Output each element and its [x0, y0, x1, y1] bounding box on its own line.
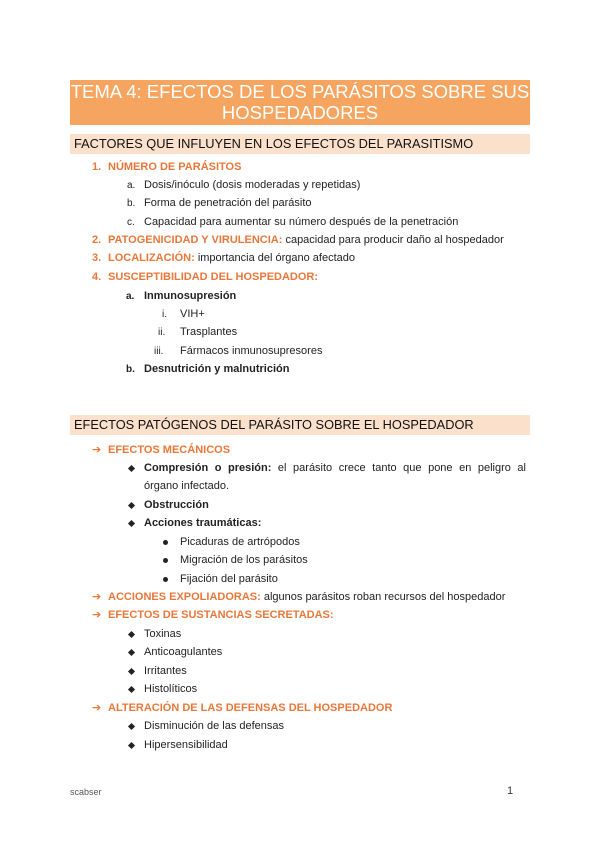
item-label: Compresión o presión: [144, 462, 272, 474]
list-marker: a. [127, 180, 136, 191]
diamond-bullet-icon [128, 465, 135, 472]
item-label-susceptibilidad: SUSCEPTIBILIDAD DEL HOSPEDADOR: [108, 271, 319, 283]
list-marker: a. [126, 291, 135, 302]
list-marker: b. [127, 198, 136, 209]
list-number: 2. [92, 234, 102, 246]
list-number: 4. [92, 271, 102, 283]
list-marker: iii. [154, 346, 164, 357]
arrow-right-icon: ➔ [92, 702, 102, 714]
item-text: importancia del órgano afectado [194, 252, 355, 264]
list-item: VIH+ [180, 308, 205, 320]
item-label-expoliadoras: ACCIONES EXPOLIADORAS: [108, 591, 261, 603]
diamond-bullet-icon [128, 649, 135, 656]
diamond-bullet-icon [128, 668, 135, 675]
list-marker: b. [126, 364, 135, 375]
list-item [144, 462, 526, 474]
list-item: Desnutrición y malnutrición [144, 363, 290, 375]
arrow-right-icon: ➔ [92, 444, 102, 456]
arrow-right-icon: ➔ [92, 591, 102, 603]
list-item: Inmunosupresión [144, 290, 237, 302]
bullet-icon [163, 558, 168, 563]
page-number: 1 [507, 785, 514, 797]
item-label-mecanicos: EFECTOS MECÁNICOS [108, 444, 231, 456]
footer-author: scabser [70, 787, 102, 797]
list-item: Obstrucción [144, 499, 209, 511]
list-item [108, 234, 504, 246]
list-item: Trasplantes [180, 326, 238, 338]
list-item: Capacidad para aumentar su número después de la penetración [144, 216, 459, 228]
list-marker: i. [162, 309, 167, 320]
diamond-bullet-icon [128, 520, 135, 527]
list-item [108, 591, 505, 603]
list-item: Disminución de las defensas [144, 720, 285, 732]
list-item: Irritantes [144, 665, 187, 677]
bullet-icon [163, 577, 168, 582]
list-marker: c. [127, 217, 135, 228]
list-item: Anticoagulantes [144, 646, 223, 658]
arrow-right-icon: ➔ [92, 609, 102, 621]
list-item [108, 252, 355, 264]
item-text: algunos parásitos roban recursos del hospedador [260, 591, 506, 603]
list-item: Dosis/inóculo (dosis moderadas y repetidas) [144, 179, 361, 191]
section-heading-efectos: EFECTOS PATÓGENOS DEL PARÁSITO SOBRE EL HOSPEDADOR [70, 415, 530, 435]
item-text: capacidad para producir daño al hospedador [282, 234, 504, 246]
list-item: Fijación del parásito [180, 573, 278, 585]
section-heading-factores: FACTORES QUE INFLUYEN EN LOS EFECTOS DEL PARASITISMO [70, 134, 530, 154]
item-label-secretadas: EFECTOS DE SUSTANCIAS SECRETADAS: [108, 609, 334, 621]
list-item: Migración de los parásitos [180, 554, 308, 566]
list-item-continuation: órgano infectado. [144, 480, 230, 492]
list-item: Picaduras de artrópodos [180, 536, 300, 548]
list-marker: ii. [158, 327, 166, 338]
item-label-numero: NÚMERO DE PARÁSITOS [108, 161, 242, 173]
page-title: TEMA 4: EFECTOS DE LOS PARÁSITOS SOBRE SUS HOSPEDADORES [70, 81, 530, 123]
list-item: Toxinas [144, 628, 182, 640]
diamond-bullet-icon [128, 723, 135, 730]
item-label-localizacion: LOCALIZACIÓN: [108, 252, 195, 264]
list-item: Hipersensibilidad [144, 739, 228, 751]
diamond-bullet-icon [128, 742, 135, 749]
diamond-bullet-icon [128, 631, 135, 638]
diamond-bullet-icon [128, 686, 135, 693]
list-number: 3. [92, 252, 102, 264]
diamond-bullet-icon [128, 502, 135, 509]
list-item: Acciones traumáticas: [144, 517, 262, 529]
item-label-defensas: ALTERACIÓN DE LAS DEFENSAS DEL HOSPEDADOR [108, 702, 393, 714]
list-number: 1. [92, 161, 102, 173]
list-item: Fármacos inmunosupresores [180, 345, 323, 357]
list-item: Forma de penetración del parásito [144, 197, 312, 209]
list-item: Histolíticos [144, 683, 198, 695]
bullet-icon [163, 540, 168, 545]
item-label-patogenicidad: PATOGENICIDAD Y VIRULENCIA: [108, 234, 283, 246]
item-text: el parásito crece tanto que pone en peligro al [271, 462, 526, 474]
